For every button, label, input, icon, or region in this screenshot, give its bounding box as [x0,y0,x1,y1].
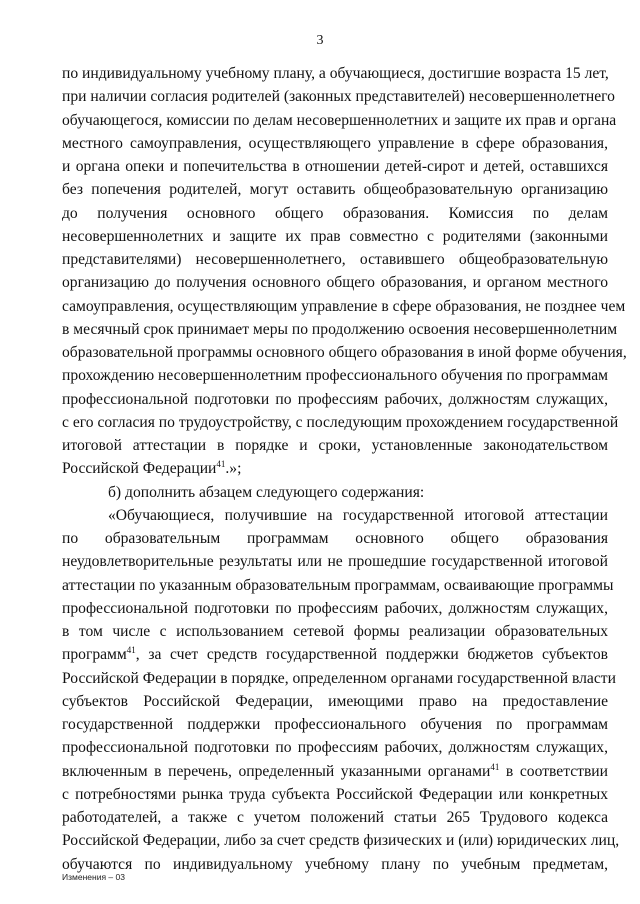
text-line-continuation: .»; [225,460,242,478]
text-line [62,829,620,852]
text-line-content: итоговой аттестации в порядке и сроки, установленные законодательством [62,437,608,454]
text-line-content: программ [62,646,127,664]
text-line [62,643,608,666]
text-line-content: при наличии согласия родителей (законных представителей) несовершеннолетнего [62,88,615,106]
text-line-content: несовершеннолетних и защите их прав совместно с родителями (законными [62,227,608,245]
text-line [62,178,608,201]
text-line-content: обучающегося, комиссии по делам несовершеннолетних и защите их прав и органа [62,111,617,129]
text-line [62,434,608,457]
text-line [62,783,608,806]
text-line-content: прохождению несовершеннолетним профессионального обучения по программам [62,367,609,385]
text-line [62,597,608,620]
text-line-content: самоуправления, осуществляющим управление в сфере образования, не позднее чем [62,297,626,315]
text-line [62,248,608,271]
text-line [62,550,608,573]
text-line [62,364,608,387]
text-line-content: обучаются по индивидуальному учебному плану по учебным предметам, [62,855,608,873]
text-line [62,271,608,294]
text-line-content: без попечения родителей, могут оставить общеобразовательную организацию [62,181,608,199]
text-line [62,155,608,178]
text-line-content: профессиональной подготовки по профессиям рабочих, должностям служащих, [62,390,608,408]
text-line-content: Российской Федерации [62,460,217,478]
text-line-content: профессиональной подготовки по профессиям рабочих, должностям служащих, [62,739,608,757]
document-body [62,62,627,876]
text-line-content: Российской Федерации в порядке, определенном органами государственной власти [62,669,616,687]
text-line [62,62,608,85]
text-line [62,690,608,713]
text-line-content: профессиональной подготовки по профессиям рабочих, должностям служащих, [62,599,608,617]
text-line-continuation: в соответствии [499,762,608,780]
text-line [62,202,608,225]
footnote-reference: 41 [490,761,500,772]
text-line-content: неудовлетворительные результаты или не прошедшие государственной итоговой [62,553,608,571]
page-number: 3 [316,33,324,48]
text-line [62,736,608,759]
text-line [62,388,608,411]
text-line [62,667,616,690]
text-line [62,853,608,876]
text-line-content: до получения основного общего образования. Комиссия по делам [62,204,608,222]
text-line-content: государственной поддержки профессионального обучения по программам [62,716,608,733]
text-line-content: с его согласия по трудоустройству, с последующим прохождением государственной [62,413,619,431]
text-line-content: и органа опеки и попечительства в отношении детей-сирот и детей, оставшихся [62,158,608,175]
text-line [62,132,608,155]
footnote-reference: 41 [216,459,226,470]
text-line [62,457,608,480]
text-line-content: субъектов Российской Федерации, имеющими право на предоставление [62,692,608,710]
text-line-content: работодателей, а также с учетом положений статьи 265 Трудового кодекса [62,809,608,826]
text-line [62,713,608,736]
text-line [62,318,618,341]
text-line-content: местного самоуправления, осуществляющего управление в сфере образования, [62,134,608,152]
text-line [62,85,615,108]
text-line [62,504,608,527]
text-line [62,481,608,504]
footnote-reference: 41 [126,645,136,656]
text-line-content: включенным в перечень, определенный указанными органами [62,762,491,780]
text-line [62,527,608,550]
text-line-content: «Обучающиеся, получившие на государственной итоговой аттестации [108,506,608,524]
text-line-content: представителями) несовершеннолетнего, оставившего общеобразовательную [62,251,608,268]
text-line-content: в месячный срок принимает меры по продолжению освоения несовершеннолетним [62,320,618,338]
text-line-content: по индивидуальному учебному плану, а обучающиеся, достигшие возраста 15 лет, [62,65,609,82]
text-line-continuation: , за счет средств государственной поддержки бюджетов субъектов [135,646,608,664]
text-line-content: организацию до получения основного общего образования, и органом местного [62,274,608,292]
text-line [62,620,608,643]
text-line [62,806,608,829]
text-line [62,295,626,318]
text-line [62,341,627,364]
text-line-content: б) дополнить абзацем следующего содержания: [108,483,425,501]
footer-note: Изменения – 03 [62,872,125,882]
text-line-content: образовательной программы основного общего образования в иной форме обучения, [62,344,627,361]
text-line-content: аттестации по указанным образовательным программам, осваивающие программы [62,576,614,594]
text-line-content: с потребностями рынка труда субъекта Российской Федерации или конкретных [62,785,608,803]
text-line [62,411,619,434]
text-line [62,225,608,248]
text-line-content: Российской Федерации, либо за счет средств физических и (или) юридических лиц, [62,832,620,850]
text-line [62,574,614,597]
text-line [62,109,617,132]
text-line-content: по образовательным программам основного общего образования [62,530,608,547]
text-line [62,760,608,783]
text-line-content: в том числе с использованием сетевой формы реализации образовательных [62,623,608,640]
